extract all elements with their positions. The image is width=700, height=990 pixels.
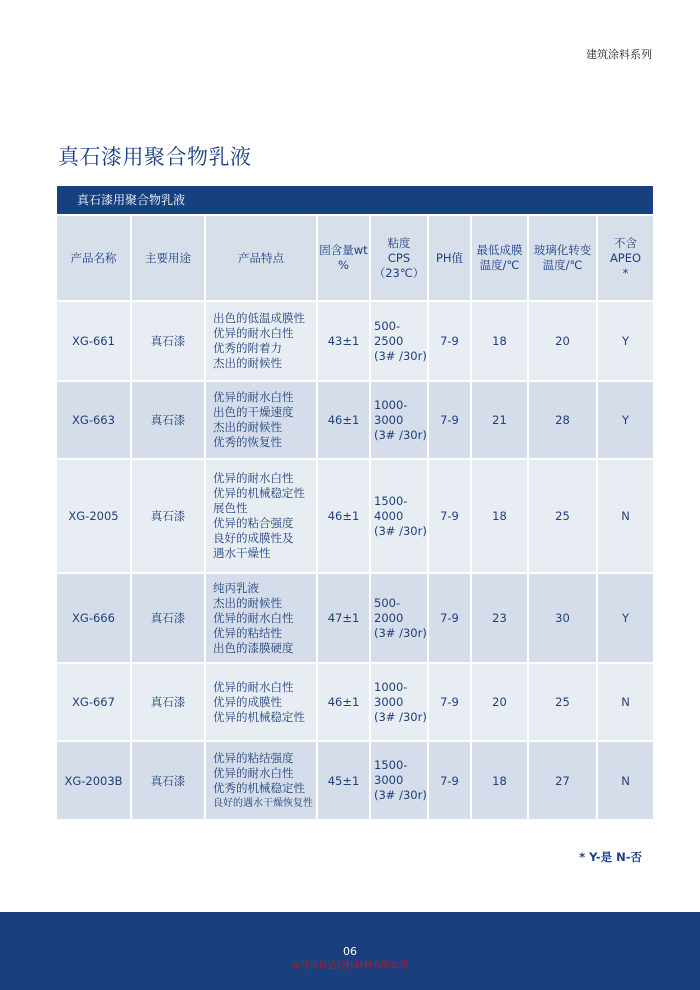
cell-tg: 20 [528, 301, 597, 381]
header-line: 产品特点 [238, 250, 284, 265]
cell-ph: 7-9 [428, 381, 471, 459]
viscosity-value: 1500-3000 [374, 758, 408, 787]
header-line: 粘度 [387, 235, 411, 250]
cell-solid-content: 46±1 [317, 459, 370, 573]
viscosity-spindle: (3# /30r) [374, 523, 427, 538]
header-product-name [57, 215, 131, 301]
header-line: 不含 [614, 235, 637, 250]
page-number: 06 [343, 945, 357, 958]
header-line: （23℃） [373, 265, 425, 280]
cell-ph: 7-9 [428, 459, 471, 573]
viscosity-spindle: (3# /30r) [374, 709, 427, 724]
feature-line: 杰出的耐候性 [213, 420, 282, 434]
series-label: 建筑涂料系列 [586, 48, 652, 61]
cell-viscosity [370, 573, 428, 663]
header-ph [428, 215, 471, 301]
cell-solid-content: 45±1 [317, 741, 370, 819]
cell-product-name: XG-661 [57, 301, 131, 381]
table-header-row [57, 215, 653, 301]
cell-tg: 25 [528, 663, 597, 741]
header-line: APEO [609, 250, 642, 265]
feature-line: 遇水干燥性 [213, 546, 271, 560]
header-mfft [471, 215, 528, 301]
header-line: * [622, 265, 629, 280]
cell-mfft: 20 [471, 663, 528, 741]
feature-line: 优异的机械稳定性 [213, 709, 305, 724]
cell-features [205, 381, 317, 459]
feature-line: 良好的成膜性及 [213, 531, 294, 545]
feature-line: 优异的耐水白性 [213, 679, 294, 694]
cell-tg: 27 [528, 741, 597, 819]
feature-line: 优异的耐水白性 [213, 610, 294, 625]
viscosity-value: 500-2000 [374, 595, 404, 625]
feature-line: 优异的机械稳定性 [213, 486, 305, 500]
cell-viscosity [370, 741, 428, 819]
header-line: 温度/℃ [542, 258, 583, 272]
cell-features [205, 573, 317, 663]
viscosity-spindle: (3# /30r) [374, 788, 427, 802]
cell-tg: 25 [528, 459, 597, 573]
header-main-use [131, 215, 205, 301]
product-table [57, 214, 653, 819]
header-viscosity [370, 215, 428, 301]
cell-main-use: 真石漆 [131, 573, 205, 663]
cell-apeo: N [597, 663, 653, 741]
cell-main-use: 真石漆 [131, 381, 205, 459]
cell-product-name: XG-2005 [57, 459, 131, 573]
cell-tg: 28 [528, 381, 597, 459]
cell-mfft: 23 [471, 573, 528, 663]
header-no-apeo [597, 215, 653, 301]
feature-line: 纯丙乳液 [213, 580, 259, 595]
cell-solid-content: 46±1 [317, 381, 370, 459]
table-row [57, 741, 653, 819]
table-row [57, 301, 653, 381]
header-line: PH值 [435, 250, 464, 265]
footer-bar [0, 912, 700, 990]
header-solid-content [317, 215, 370, 301]
table-row [57, 663, 653, 741]
cell-product-name: XG-666 [57, 573, 131, 663]
header-line: CPS [387, 250, 411, 265]
feature-line: 出色的干燥速度 [213, 405, 294, 419]
cell-solid-content: 43±1 [317, 301, 370, 381]
header-line: 玻璃化转变 [533, 243, 592, 257]
legend-note: * Y-是 N-否 [579, 850, 642, 864]
header-line: 固含量wt [319, 243, 368, 257]
feature-line: 优异的粘结性 [213, 625, 282, 640]
feature-line: 出色的低温成膜性 [213, 311, 305, 325]
viscosity-spindle: (3# /30r) [374, 427, 427, 442]
cell-apeo: N [597, 459, 653, 573]
cell-product-name: XG-2003B [57, 741, 131, 819]
cell-ph: 7-9 [428, 573, 471, 663]
viscosity-value: 500-2500 [374, 318, 404, 348]
feature-line: 优异的耐水白性 [213, 765, 294, 780]
cell-features [205, 459, 317, 573]
cell-ph: 7-9 [428, 301, 471, 381]
viscosity-value: 1500-4000 [374, 493, 408, 523]
viscosity-value: 1000-3000 [374, 397, 408, 427]
cell-features [205, 663, 317, 741]
product-table-container [57, 186, 653, 819]
cell-main-use: 真石漆 [131, 301, 205, 381]
feature-line: 优秀的恢复性 [213, 435, 282, 449]
cell-mfft: 21 [471, 381, 528, 459]
feature-line: 优异的耐水白性 [213, 390, 294, 404]
feature-line: 展色性 [213, 501, 248, 515]
feature-line: 优异的粘合强度 [213, 516, 294, 530]
cell-apeo: Y [597, 301, 653, 381]
cell-viscosity [370, 381, 428, 459]
cell-features [205, 301, 317, 381]
cell-mfft: 18 [471, 459, 528, 573]
feature-line: 杰出的耐候性 [213, 595, 282, 610]
cell-mfft: 18 [471, 301, 528, 381]
viscosity-spindle: (3# /30r) [374, 348, 427, 363]
cell-apeo: Y [597, 381, 653, 459]
header-line: 最低成膜 [476, 243, 523, 257]
feature-line: 优异的耐水白性 [213, 471, 294, 485]
cell-product-name: XG-663 [57, 381, 131, 459]
cell-ph: 7-9 [428, 663, 471, 741]
table-caption: 真石漆用聚合物乳液 [57, 186, 653, 214]
feature-line: 出色的漆膜硬度 [213, 640, 294, 655]
viscosity-spindle: (3# /30r) [374, 625, 427, 640]
cell-features [205, 741, 317, 819]
cell-solid-content: 46±1 [317, 663, 370, 741]
cell-main-use: 真石漆 [131, 741, 205, 819]
cell-main-use: 真石漆 [131, 663, 205, 741]
cell-viscosity [370, 459, 428, 573]
cell-viscosity [370, 663, 428, 741]
header-line: 主要用途 [145, 250, 191, 265]
header-line: % [338, 258, 349, 272]
cell-viscosity [370, 301, 428, 381]
header-line: 温度/℃ [479, 258, 520, 272]
viscosity-value: 1000-3000 [374, 679, 408, 709]
header-features [205, 215, 317, 301]
feature-line: 优异的耐水白性 [213, 326, 294, 340]
cell-apeo: Y [597, 573, 653, 663]
header-tg [528, 215, 597, 301]
table-row [57, 381, 653, 459]
cell-apeo: N [597, 741, 653, 819]
feature-line: 良好的遇水干燥恢复性 [213, 797, 313, 809]
feature-line: 优异的粘结强度 [213, 750, 294, 765]
cell-mfft: 18 [471, 741, 528, 819]
page-title: 真石漆用聚合物乳液 [58, 145, 252, 169]
table-row [57, 459, 653, 573]
footer-company-line: 东莞市信达胶粘材料有限公司 [291, 961, 409, 971]
cell-ph: 7-9 [428, 741, 471, 819]
header-line: 产品名称 [70, 250, 117, 265]
cell-tg: 30 [528, 573, 597, 663]
feature-line: 优秀的附着力 [213, 341, 282, 355]
cell-product-name: XG-667 [57, 663, 131, 741]
table-row [57, 573, 653, 663]
cell-main-use: 真石漆 [131, 459, 205, 573]
feature-line: 杰出的耐候性 [213, 356, 282, 370]
cell-solid-content: 47±1 [317, 573, 370, 663]
feature-line: 优异的成膜性 [213, 694, 282, 709]
feature-line: 优秀的机械稳定性 [213, 780, 305, 795]
